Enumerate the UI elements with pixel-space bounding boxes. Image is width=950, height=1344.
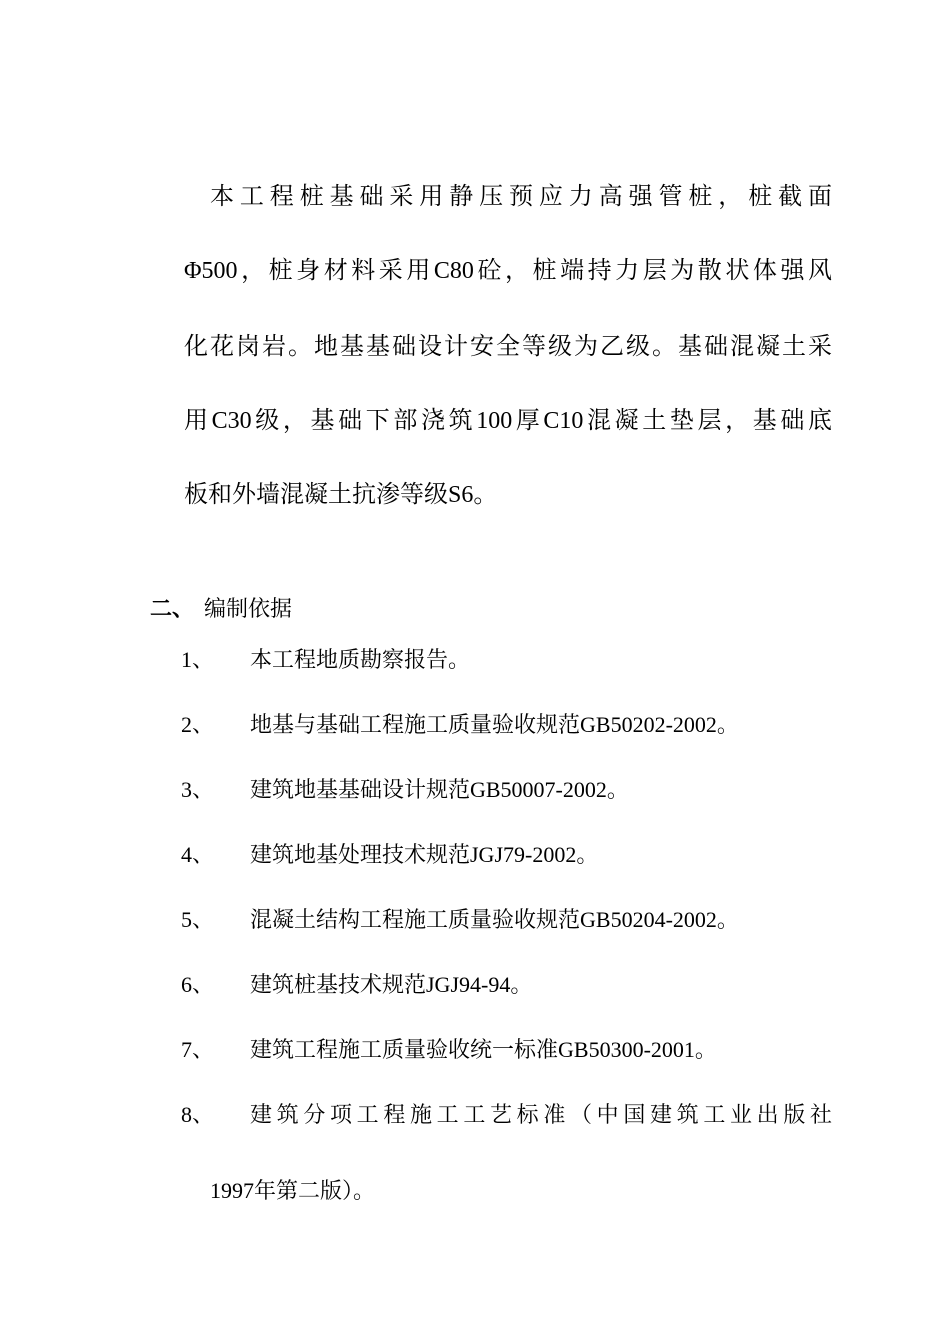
reference-text-8: 建筑分项工程施工工艺标准（中国建筑工业出版社	[250, 1102, 832, 1127]
intro-paragraph-line-3: 化花岗岩。地基基础设计安全等级为乙级。基础混凝土采	[184, 334, 832, 360]
intro-paragraph-line-5: 板和外墙混凝土抗渗等级S6。	[184, 482, 498, 508]
reference-text-1: 本工程地质勘察报告。	[250, 647, 471, 672]
reference-number-4: 4、	[181, 842, 215, 867]
intro-paragraph-line-4: 用C30级，基础下部浇筑100厚C10混凝土垫层，基础底	[184, 408, 832, 434]
reference-text-6: 建筑桩基技术规范JGJ94-94。	[250, 972, 533, 997]
intro-paragraph-line-2: Φ500，桩身材料采用C80砼，桩端持力层为散状体强风	[184, 258, 832, 284]
reference-number-8: 8、	[181, 1102, 215, 1127]
reference-number-6: 6、	[181, 972, 215, 997]
reference-number-3: 3、	[181, 777, 215, 802]
reference-number-1: 1、	[181, 647, 215, 672]
reference-number-7: 7、	[181, 1037, 215, 1062]
reference-text-5: 混凝土结构工程施工质量验收规范GB50204-2002。	[250, 907, 739, 932]
reference-text-7: 建筑工程施工质量验收统一标准GB50300-2001。	[250, 1037, 717, 1062]
reference-number-2: 2、	[181, 712, 215, 737]
section-heading	[150, 595, 292, 625]
section-title: 编制依据	[204, 597, 293, 622]
intro-paragraph-line-1: 本工程桩基础采用静压预应力高强管桩，桩截面	[210, 184, 832, 210]
reference-text-2: 地基与基础工程施工质量验收规范GB50202-2002。	[250, 712, 739, 737]
reference-text-3: 建筑地基基础设计规范GB50007-2002。	[250, 777, 629, 802]
section-number: 二、	[150, 597, 195, 622]
reference-number-5: 5、	[181, 907, 215, 932]
reference-text-8-continuation: 1997年第二版）。	[210, 1178, 376, 1203]
reference-text-4: 建筑地基处理技术规范JGJ79-2002。	[250, 842, 599, 867]
